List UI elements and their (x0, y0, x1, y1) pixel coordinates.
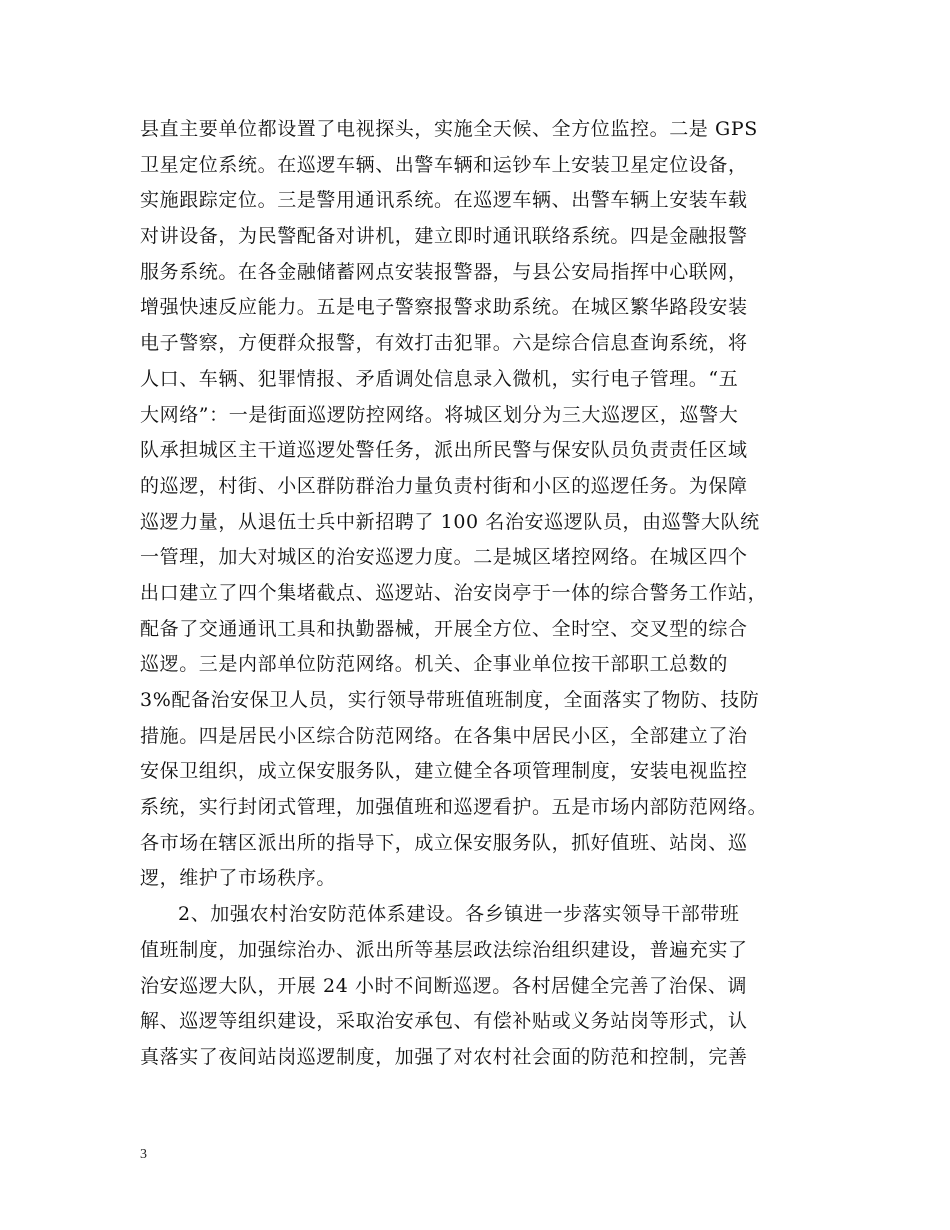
text-line: 出口建立了四个集堵截点、巡逻站、治安岗亭于一体的综合警务工作站， (140, 581, 768, 604)
text-line: 安保卫组织，成立保安服务队，建立健全各项管理制度，安装电视监控 (140, 760, 748, 783)
text-line: 实施跟踪定位。三是警用通讯系统。在巡逻车辆、出警车辆上安装车载 (140, 189, 748, 212)
text-line: 县直主要单位都设置了电视探头，实施全天候、全方位监控。二是 GPS (140, 118, 758, 140)
text-line: 电子警察，方便群众报警，有效打击犯罪。六是综合信息查询系统，将 (140, 332, 748, 355)
text-line: 真落实了夜间站岗巡逻制度，加强了对农村社会面的防范和控制，完善 (140, 1045, 748, 1068)
text-line: 对讲设备，为民警配备对讲机，建立即时通讯联络系统。四是金融报警 (140, 225, 748, 248)
text-line: 队承担城区主干道巡逻处警任务，派出所民警与保安队员负责责任区域 (140, 439, 748, 462)
text-line: 配备了交通通讯工具和执勤器械，开展全方位、全时空、交叉型的综合 (140, 617, 748, 640)
text-line: 值班制度，加强综治办、派出所等基层政法综治组织建设，普遍充实了 (140, 938, 748, 961)
text-line: 服务系统。在各金融储蓄网点安装报警器，与县公安局指挥中心联网， (140, 260, 748, 283)
text-line: 一管理，加大对城区的治安巡逻力度。二是城区堵控网络。在城区四个 (140, 546, 748, 569)
text-line: 解、巡逻等组织建设，采取治安承包、有偿补贴或义务站岗等形式，认 (140, 1010, 748, 1033)
text-line: 逻，维护了市场秩序。 (140, 867, 337, 890)
text-line: 治安巡逻大队，开展 24 小时不间断巡逻。各村居健全完善了治保、调 (140, 974, 748, 997)
text-line: 大网络”：一是街面巡逻防控网络。将城区划分为三大巡逻区，巡警大 (140, 403, 739, 426)
text-line: 卫星定位系统。在巡逻车辆、出警车辆和运钞车上安装卫星定位设备， (140, 153, 748, 176)
text-line: 增强快速反应能力。五是电子警察报警求助系统。在城区繁华路段安装 (140, 296, 748, 319)
text-line: 措施。四是居民小区综合防范网络。在各集中居民小区，全部建立了治 (140, 724, 748, 747)
text-line: 3%配备治安保卫人员，实行领导带班值班制度，全面落实了物防、技防 (140, 689, 760, 711)
text-line: 系统，实行封闭式管理，加强值班和巡逻看护。五是市场内部防范网络。 (140, 796, 768, 819)
paragraph-start-line: 2、加强农村治安防范体系建设。各乡镇进一步落实领导干部带班 (178, 903, 740, 926)
text-line: 巡逻力量，从退伍士兵中新招聘了 100 名治安巡逻队员，由巡警大队统 (140, 510, 760, 533)
body-text (140, 112, 830, 1076)
text-line: 各市场在辖区派出所的指导下，成立保安服务队，抓好值班、站岗、巡 (140, 831, 748, 854)
text-line: 巡逻。三是内部单位防范网络。机关、企事业单位按干部职工总数的 (140, 653, 729, 676)
text-line: 的巡逻，村街、小区群防群治力量负责村街和小区的巡逻任务。为保障 (140, 474, 748, 497)
text-line: 人口、车辆、犯罪情报、矛盾调处信息录入微机，实行电子管理。“五 (140, 367, 739, 390)
page-number: 3 (140, 1147, 147, 1162)
